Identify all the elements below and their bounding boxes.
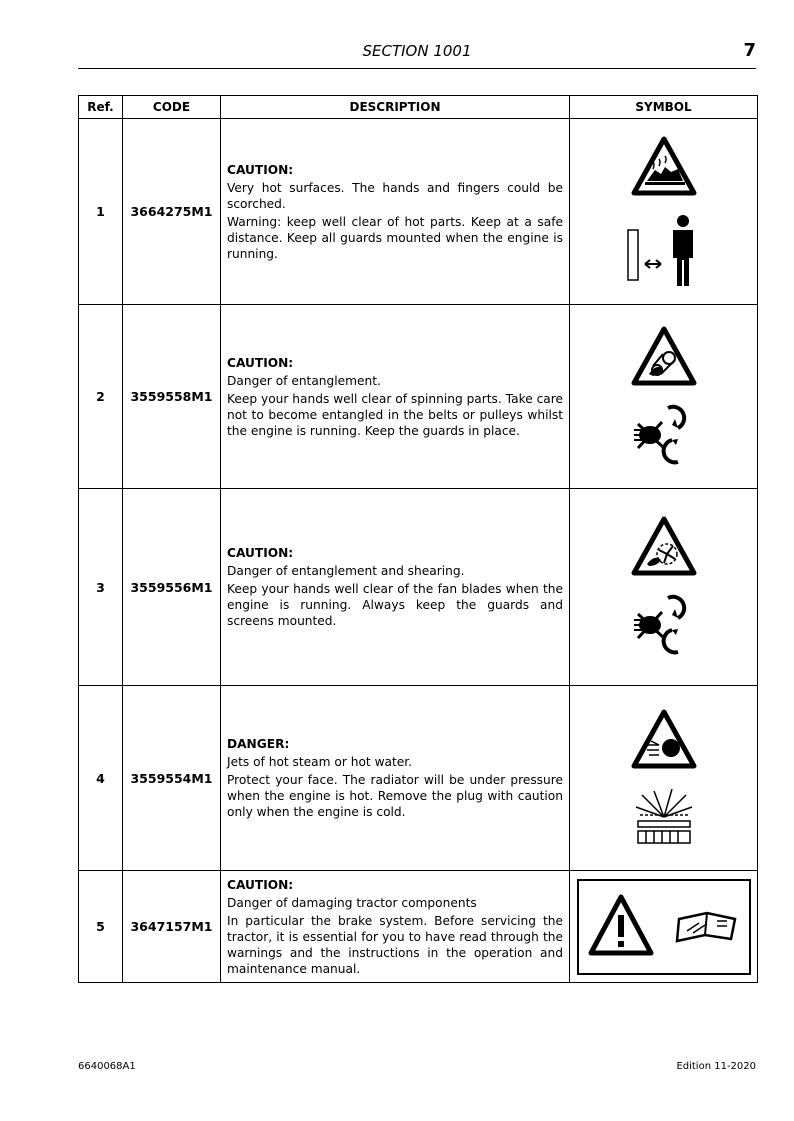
row-code: 3559556M1 [123, 489, 221, 686]
row-ref: 3 [79, 489, 123, 686]
table-row [79, 119, 758, 305]
row-heading: CAUTION: [227, 877, 294, 892]
table-row [79, 489, 758, 686]
row-paragraph: In particular the brake system. Before servicing the tractor, it is essential for you to have read through the warnings and the instructions in the operation and maintenance manual. [227, 913, 563, 976]
row-code: 3559554M1 [123, 686, 221, 871]
row-description [221, 119, 570, 305]
column-header-ref: Ref. [79, 96, 123, 119]
row-paragraph: Danger of entanglement. [227, 373, 381, 388]
document-code: 6640068A1 [78, 1061, 136, 1072]
radiator-pressure-icon [632, 789, 696, 847]
column-header-code: CODE [123, 96, 221, 119]
row-paragraph: Jets of hot steam or hot water. [227, 755, 413, 769]
row-paragraph: Danger of damaging tractor components [227, 895, 477, 910]
table-row [79, 871, 758, 983]
row-code: 3559558M1 [123, 305, 221, 489]
section-title: SECTION 1001 [362, 42, 472, 60]
row-description [221, 489, 570, 686]
column-header-symbol: SYMBOL [570, 96, 758, 119]
edition-label: Edition 11-2020 [676, 1061, 756, 1072]
row-ref: 1 [79, 119, 123, 305]
row-heading: CAUTION: [227, 162, 294, 177]
table-row [79, 305, 758, 489]
row-ref: 5 [79, 871, 123, 983]
safety-labels-table [78, 95, 758, 983]
row-code: 3647157M1 [123, 871, 221, 983]
fan-blade-warning-icon [631, 516, 697, 576]
table-row [79, 686, 758, 871]
row-code: 3664275M1 [123, 119, 221, 305]
row-paragraph: Protect your face. The radiator will be under pressure when the engine is hot. Remove the plug with caution only when the engine is cold. [227, 773, 563, 819]
row-description [221, 686, 570, 871]
column-header-description: DESCRIPTION [221, 96, 570, 119]
row-heading: DANGER: [227, 737, 290, 751]
row-heading: CAUTION: [227, 355, 294, 370]
row-ref: 2 [79, 305, 123, 489]
row-paragraph: Danger of entanglement and shearing. [227, 564, 465, 578]
safety-label-box [577, 879, 751, 975]
row-ref: 4 [79, 686, 123, 871]
row-symbols [570, 686, 758, 871]
keep-distance-icon [624, 214, 704, 288]
table-header-row [79, 96, 758, 119]
row-paragraph: Warning: keep well clear of hot parts. Keep at a safe distance. Keep all guards mounted when the engine is running. [227, 214, 563, 261]
hot-surface-warning-icon [631, 136, 697, 196]
no-hands-rotating-icon [632, 592, 696, 658]
row-paragraph: Keep your hands well clear of spinning parts. Take care not to become entangled in the belts or pulleys whilst the engine is running. Keep the guards in place. [227, 391, 563, 438]
row-symbols [570, 871, 758, 983]
no-hands-rotating-icon [632, 402, 696, 468]
row-symbols [570, 489, 758, 686]
row-description [221, 871, 570, 983]
row-symbols [570, 305, 758, 489]
page-header [78, 40, 756, 69]
row-paragraph: Very hot surfaces. The hands and fingers could be scorched. [227, 180, 563, 211]
row-paragraph: Keep your hands well clear of the fan blades when the engine is running. Always keep the guards and screens mounted. [227, 582, 563, 628]
entanglement-warning-icon [631, 326, 697, 386]
row-description [221, 305, 570, 489]
row-symbols [570, 119, 758, 305]
row-heading: CAUTION: [227, 546, 294, 560]
hot-steam-warning-icon [631, 709, 697, 769]
page-number: 7 [743, 40, 756, 61]
